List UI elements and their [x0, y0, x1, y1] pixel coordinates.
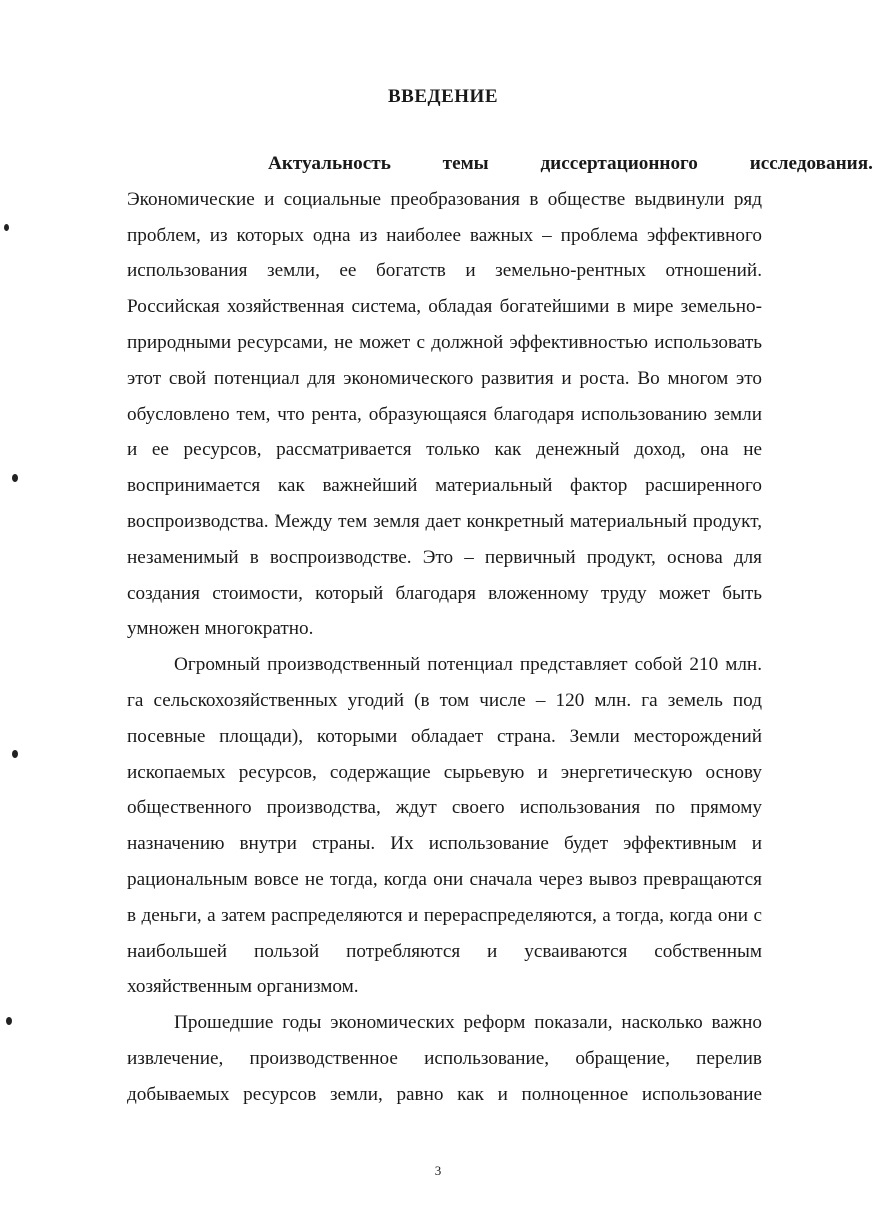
lead-word: Актуальность: [268, 153, 391, 174]
paragraph-relevance: [127, 146, 873, 647]
paragraph-relevance-text: Экономические и социальные преобразования в обществе выдвинули ряд проблем, из которых одна из наиболее важных – проблема эффективного использования земли, ее богатств и земельно-рентных отношений. Российская хозяйственная система, обладая богатейшими в мире земельно-природными ресурсами, не может с должной эффективностью использовать этот свой потенциал для экономического развития и роста. Во многом это обусловлено тем, что рента, образующаяся благодаря использованию земли и ее ресурсов, рассматривается только как денежный доход, она не воспринимается как важнейший материальный фактор расширенного воспроизводства. Между тем земля дает конкретный материальный продукт, незаменимый в воспроизводстве. Это – первичный продукт, основа для создания стоимости, который благодаря вложенному труду может быть умножен многократно.: [127, 188, 762, 640]
lead-word: диссертационного: [540, 153, 698, 174]
scan-mark: [12, 750, 18, 758]
body-text: [127, 146, 873, 1113]
paragraph-potential: Огромный производственный потенциал представляет собой 210 млн. га сельскохозяйственных угодий (в том числе – 120 млн. га земель под посевные площади), которыми обладает страна. Земли месторождений ископаемых ресурсов, содержащие сырьевую и энергетическую основу общественного производства, ждут своего использования по прямому назначению внутри страны. Их использование будет эффективным и рациональным вовсе не тогда, когда они сначала через вывоз превращаются в деньги, а затем распределяются и перераспределяются, а тогда, когда они с наибольшей пользой потребляются и усваиваются собственным хозяйственным организмом.: [127, 654, 762, 998]
lead-word: темы: [442, 153, 489, 174]
scan-mark: [4, 224, 9, 231]
paragraph-reforms: Прошедшие годы экономических реформ показали, насколько важно извлечение, производственное использование, обращение, перелив добываемых ресурсов земли, равно как и полноценное использование: [127, 1012, 762, 1105]
lead-word: исследования.: [749, 153, 873, 174]
page-number: 3: [434, 1163, 442, 1178]
page-title: ВВЕДЕНИЕ: [388, 86, 498, 107]
relevance-heading: [174, 146, 873, 182]
scan-mark: [12, 474, 18, 482]
scan-mark: [6, 1017, 12, 1025]
